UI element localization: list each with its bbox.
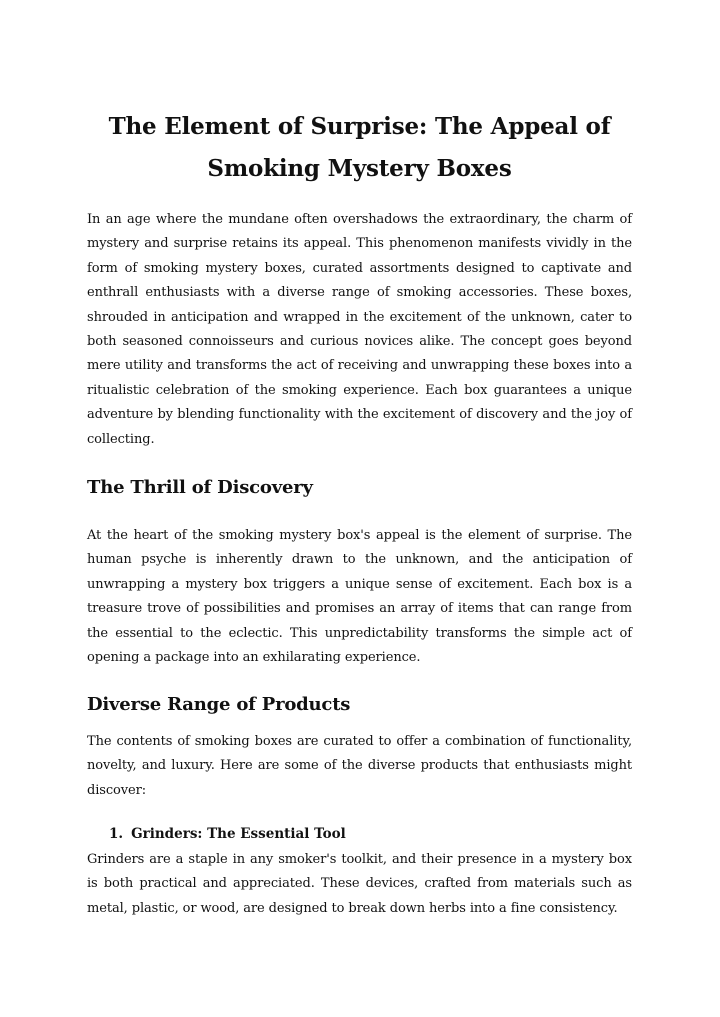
section-paragraph-products: The contents of smoking boxes are curated to offer a combination of functionality, novelty, and luxury. Here are some of the diverse products that enthusiasts might discover:: [87, 734, 632, 798]
section-heading-products: Diverse Range of Products: [87, 694, 351, 715]
list-item-grinders: [109, 824, 346, 844]
section-paragraph-thrill: At the heart of the smoking mystery box's appeal is the element of surprise. The human psyche is inherently drawn to the unknown, and the anticipation of unwrapping a mystery box triggers a unique sense of excitement. Each box is a treasure trove of possibilities and promises an array of items that can range from the essential to the eclectic. This unpredictability transforms the simple act of opening a package into an exhilarating experience.: [87, 528, 632, 666]
document-title: The Element of Surprise: The Appeal of Smoking Mystery Boxes: [108, 113, 611, 182]
section-heading-thrill: The Thrill of Discovery: [87, 477, 313, 498]
list-item-number: 1.: [109, 826, 124, 842]
list-item-title: Grinders: The Essential Tool: [131, 826, 346, 842]
list-item-paragraph-grinders: Grinders are a staple in any smoker's toolkit, and their presence in a mystery box is both practical and appreciated. These devices, crafted from materials such as metal, plastic, or wood, are designed to break down herbs into a fine consistency.: [87, 852, 632, 916]
intro-paragraph: In an age where the mundane often overshadows the extraordinary, the charm of mystery and surprise retains its appeal. This phenomenon manifests vividly in the form of smoking mystery boxes, curated assortments designed to captivate and enthrall enthusiasts with a diverse range of smoking accessories. These boxes, shrouded in anticipation and wrapped in the excitement of the unknown, cater to both seasoned connoisseurs and curious novices alike. The concept goes beyond mere utility and transforms the act of receiving and unwrapping these boxes into a ritualistic celebration of the smoking experience. Each box guarantees a unique adventure by blending functionality with the excitement of discovery and the joy of collecting.: [87, 212, 632, 447]
